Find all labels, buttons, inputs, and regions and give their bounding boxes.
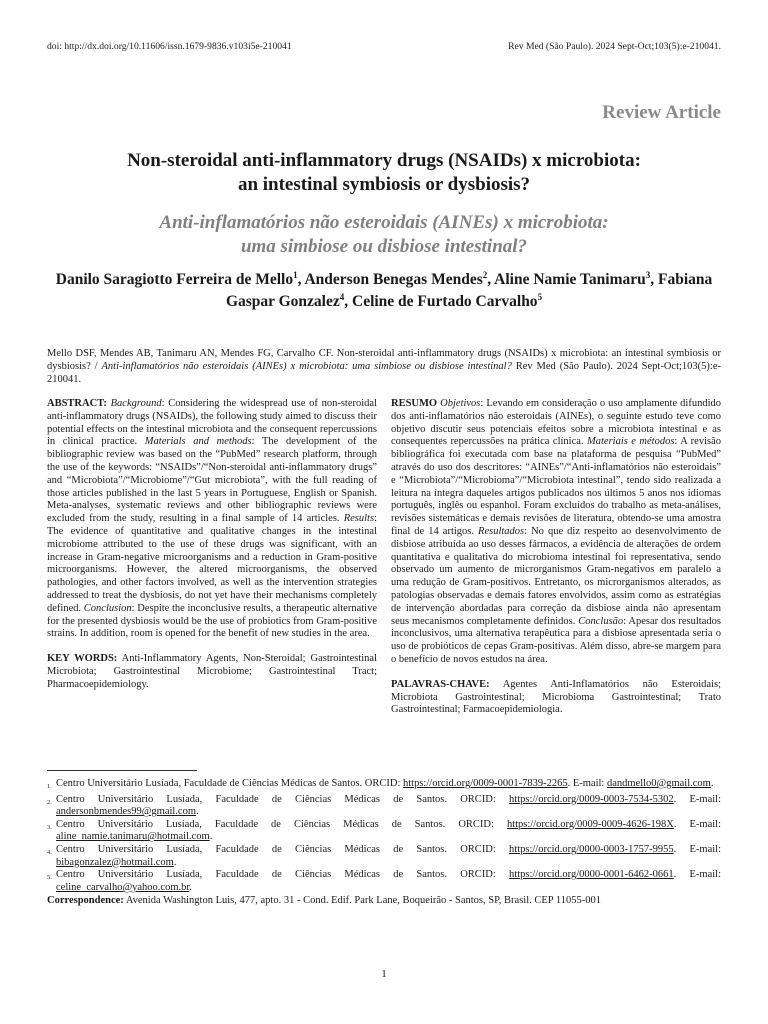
correspondence-label: Correspondence: [47,895,124,907]
abstract-portuguese [391,398,721,667]
footnote-number: 3. [47,823,52,831]
abstract-conclusion-text: : Despite the inconclusive results, a therapeutic alternative for the presented dysbiosis would be the use of probiotics from Gram-positive strains. In addition, room is opened for the benefit of new studies in the area. [47,602,377,640]
orcid-link[interactable]: https://orcid.org/0009-0003-7534-5302 [509,793,674,805]
footnote-affiliation: Centro Universitário Lusíada, Faculdade de Ciências Médicas de Santos. ORCID: [56,818,507,830]
author-separator: , [297,271,305,288]
doi-link[interactable]: doi: http://dx.doi.org/10.11606/issn.1679-9836.v103i5e-210041 [47,41,292,52]
footnotes [47,778,721,908]
title-portuguese-line-2: uma simbiose ou disbiose intestinal? [240,236,528,257]
section-label-conclusao: Conclusão [578,615,624,627]
how-to-cite [47,347,721,386]
email-label: . E-mail: [673,793,721,805]
orcid-link[interactable]: https://orcid.org/0000-0001-6462-0661 [509,869,674,881]
footnote-divider [47,770,197,771]
title-portuguese [47,211,721,259]
author-separator: , [650,271,658,288]
footnote-end: . [189,881,192,893]
section-label-objetivos: Objetivos [440,398,481,409]
footnote-number: 4. [47,848,52,856]
correspondence-address: Avenida Washington Luis, 477, apto. 31 - Cond. Edif. Park Lane, Boqueirão - Santos, SP, Brasil. CEP 11055-001 [123,895,601,907]
citation-text: Mello DSF, Mendes AB, Tanimaru AN, Mendes FG, Carvalho CF. Non-steroidal anti-inflammatory drugs (NSAIDs) x microbiota: an intestinal symbiosis or dysbiosis? / [47,348,721,372]
title-portuguese-line-1: Anti-inflamatórios não esteroidais (AINEs) x microbiota: [159,212,609,233]
email-link[interactable]: andersonbmendes99@gmail.com [56,806,197,818]
author-name: Anderson Benegas Mendes [304,271,483,288]
footnote-number: 5. [47,874,52,882]
email-link[interactable]: bibagonzalez@hotmail.com [56,856,174,868]
author-affiliation-number: 1 [293,269,298,280]
journal-citation-header: Rev Med (São Paulo). 2024 Sept-Oct;103(5):e-210041. [508,41,721,52]
author-affiliation-number: 2 [482,269,488,280]
author-name: Aline Namie Tanimaru [494,271,646,288]
email-link[interactable]: dandmello0@gmail.com [606,778,711,789]
keywords-text: Anti-Inflammatory Agents, Non-Steroidal; Gastrointestinal Microbiota; Gastrointestinal Microbiome; Gastrointestinal Tract; Pharmacoepidemiology. [47,653,378,690]
resumo-results-text: : No que diz respeito ao desenvolvimento de disbiose atribuída ao uso desses fármacos, a evidência de alterações de ordem quantitativa e qualitativa do microbioma intestinal foi representativa, sendo observado um aumento de microrganismos Gram-negativos em paralelo a uma redução de Gram-positivos. Entretanto, os microrganismos alterados, as patologias observadas e demais fatores envolvidos, assim como as estratégias de intervenção abordadas para correção da disbiose ainda não apresentam seus mecanismos completamente definidos. [391,525,721,627]
keywords-label: KEY WORDS: [47,653,118,665]
title-english [47,149,721,197]
author-name: Fabiana Gaspar Gonzalez [225,271,713,310]
author-name: Danilo Saragiotto Ferreira de Mello [55,271,294,288]
section-label-conclusion: Conclusion [83,602,132,614]
footnote-end: . [710,778,714,789]
orcid-link[interactable]: https://orcid.org/0000-0003-1757-9955 [509,843,674,855]
footnote-1 [47,778,721,794]
author-name: Celine de Furtado Carvalho [352,293,538,310]
email-label: . E-mail: [673,843,721,855]
footnote-number: 2. [47,798,52,806]
title-english-line-2: an intestinal symbiosis or dysbiosis? [237,174,531,195]
abstract-methods-text: : The development of the bibliographic review was based on the “PubMed” research platform, through the use of the keywords: “NSAIDs”/“Non-steroidal anti-inflammatory drugs” and “Microbiota”/“Microbiome”/“Gut microbiota”, with the full reading of those articles published in the last 5 years in Portuguese, English or Spanish. Meta-analyses, systematic reviews and other bibliographic reviews were excluded from the study, resulting in a final sample of 14 articles. [47,436,378,525]
abstract-english [47,398,377,641]
footnote-number: 1. [47,783,52,790]
footnote-5 [47,869,721,894]
footnote-end: . [196,806,199,818]
footnote-affiliation: Centro Universitário Lusíada, Faculdade de Ciências Médicas de Santos. ORCID: [56,793,510,805]
correspondence [47,895,721,908]
resumo-objectives-text: : Levando em consideração o uso amplamente difundido dos anti-inflamatórios não esteroidais (AINEs), o seguinte estudo teve como objetivo discutir seus potenciais efeitos sobre a microbiota intestinal e as consequentes repercussões na prática clínica. [391,398,722,448]
orcid-link[interactable]: https://orcid.org/0009-0009-4626-198X [506,818,674,830]
abstract-column-portuguese [391,398,721,729]
resumo-conclusion-text: : Apesar dos resultados inconclusivos, uma alternativa terapêutica para a disbiose apresentada seria o uso de probióticos de cepas Gram-positivas. Além disso, abre-se margem para o benefício de novos estudos na área. [391,615,721,665]
article-type-label: Review Article [602,102,721,123]
title-english-line-1: Non-steroidal anti-inflammatory drugs (NSAIDs) x microbiota: [127,150,641,171]
palavras-chave-label: PALAVRAS-CHAVE: [391,678,490,690]
page-number: 1 [381,968,387,980]
email-label: . E-mail: [567,778,607,789]
section-label-results: Results [343,513,375,525]
orcid-link[interactable]: https://orcid.org/0009-0001-7839-2265 [403,778,568,789]
footnote-4 [47,844,721,869]
section-label-resultados: Resultados [478,525,525,537]
abstract-label: ABSTRACT: [47,398,107,409]
email-link[interactable]: celine_carvalho@yahoo.com.br [56,881,190,893]
footnote-3 [47,819,721,844]
author-separator: , [487,271,495,288]
footnote-2 [47,794,721,819]
abstract-results-text: : The evidence of quantitative and qualitative changes in the intestinal microbiome attributed to the use of these drugs was significant, with an increase in Gram-negative microorganisms and a reduction in Gram-positive microorganisms. However, the altered microorganisms, the observed pathologies, and other factors involved, as well as the intervention strategies addressed to treat the dysbiosis, do not yet have their mechanisms completely defined. [47,513,377,614]
section-label-methods: Materials and methods [144,436,252,448]
palavras-chave-text: Agentes Anti-Inflamatórios não Esteroidais; Microbiota Gastrointestinal; Microbioma Gastrointestinal; Trato Gastrointestinal; Farmacoepidemiologia. [391,678,721,716]
email-label: . E-mail: [673,869,721,881]
author-affiliation-number: 5 [537,291,543,302]
citation-source: Rev Med (São Paulo). 2024 Sept-Oct;103(5):e-210041. [47,361,721,385]
author-list [47,269,721,313]
footnote-end: . [209,831,213,843]
author-affiliation-number: 4 [339,291,345,302]
author-affiliation-number: 3 [645,269,651,280]
resumo-methods-text: : A revisão bibliográfica foi executada com base na plataforma de pesquisa “PubMed” através do uso dos descritores: “AINEs”/“Anti-inflamatórios não esteroidais” e “Microbiota”/“Microbioma”/“Microbiota intestinal”, tendo sido realizada a leitura na íntegra daqueles artigos publicados nos últimos 5 anos nos idiomas português, inglês ou espanhol. Foram excluídos do trabalho as meta-análises, revisões sistemáticas e demais revisões de literatura, obtendo-se uma amostra final de 14 artigos. [391,436,721,537]
abstract-background-text: : Considering the widespread use of non-steroidal anti-inflammatory drugs (NSAIDs), the following study aimed to discuss their potential effects on the intestinal microbiota and the consequent repercussions in clinical practice. [47,398,377,448]
section-label-background: Background [110,398,162,409]
footnote-end: . [173,856,177,868]
footnote-affiliation: Centro Universitário Lusíada, Faculdade de Ciências Médicas de Santos. ORCID: [56,778,404,789]
keywords-portuguese [391,679,721,717]
section-label-metodos: Materiais e métodos [587,436,675,448]
footnote-affiliation: Centro Universitário Lusíada, Faculdade de Ciências Médicas de Santos. ORCID: [56,869,510,881]
citation-title-pt: Anti-inflamatórios não esteroidais (AINEs) x microbiota: uma simbiose ou disbiose intestinal? [101,361,512,372]
abstract-column-english [47,398,377,704]
resumo-label: RESUMO [391,398,438,409]
keywords-english [47,653,377,691]
author-separator: , [344,293,352,310]
footnote-affiliation: Centro Universitário Lusíada, Faculdade de Ciências Médicas de Santos. ORCID: [56,843,510,855]
email-link[interactable]: aline_namie.tanimaru@hotmail.com [56,831,210,843]
email-label: . E-mail: [673,818,721,830]
